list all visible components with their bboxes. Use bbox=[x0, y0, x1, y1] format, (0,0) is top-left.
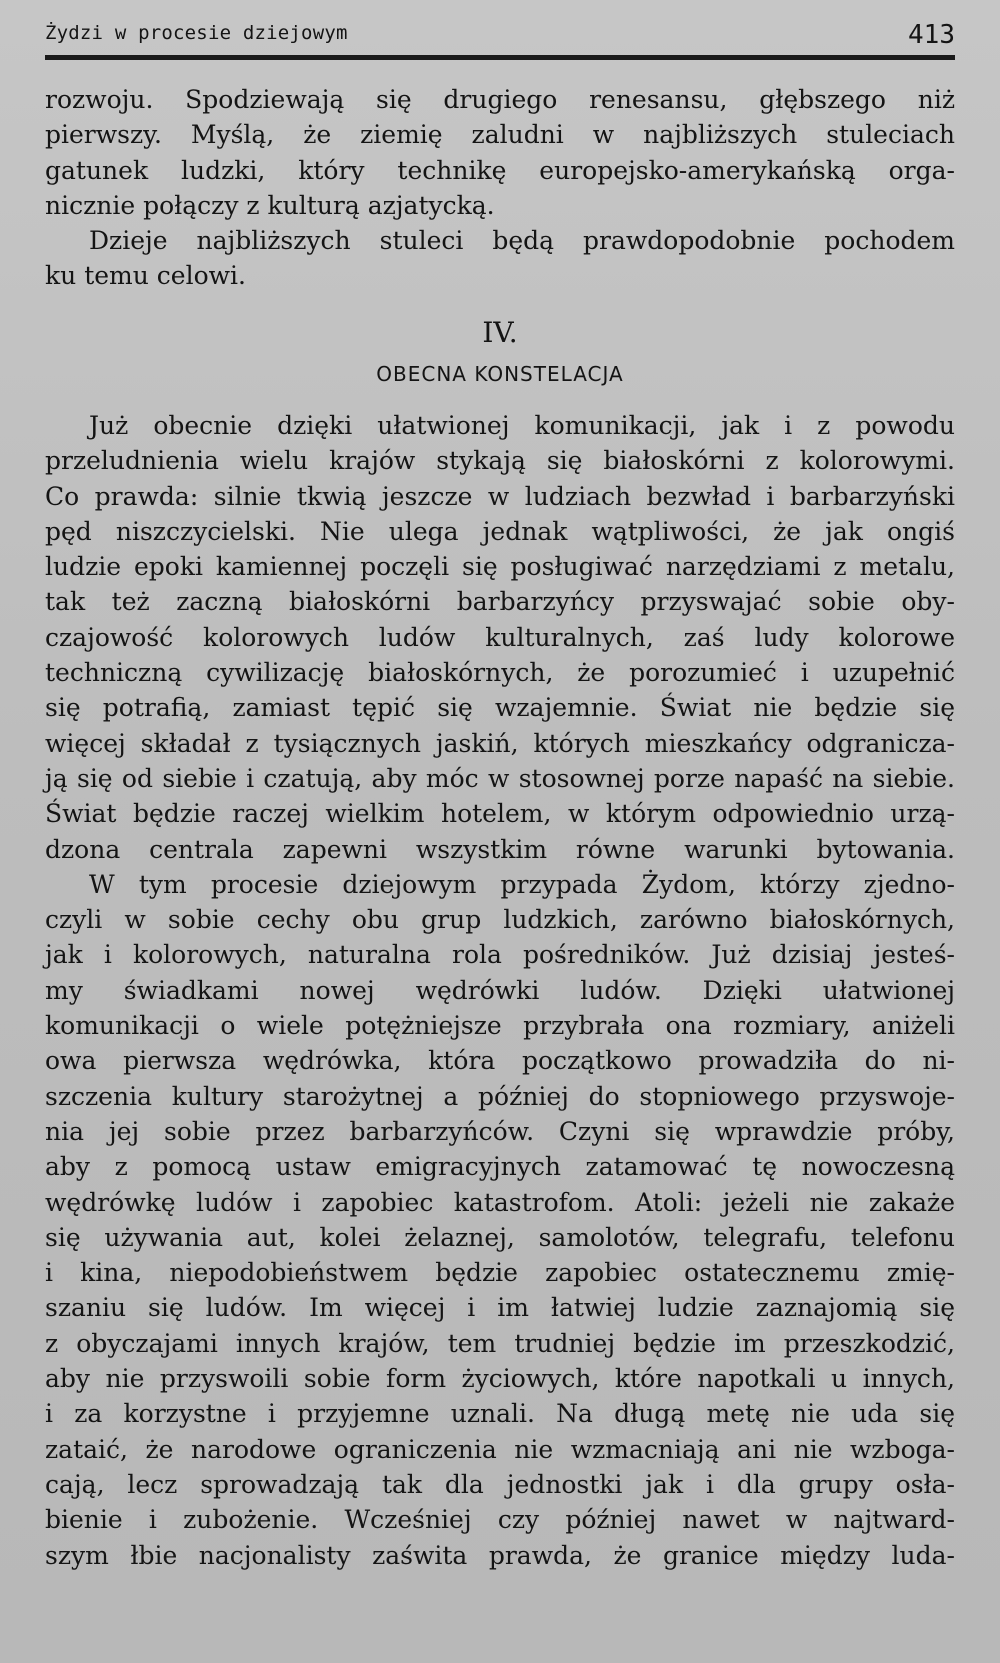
text-line: dzona centrala zapewni wszystkim równe warunki bytowania. bbox=[45, 834, 955, 864]
text-line: więcej składał z tysiącznych jaskiń, których mieszkańcy odgranicza- bbox=[45, 728, 955, 758]
text-line: W tym procesie dziejowym przypada Żydom, którzy zjedno- bbox=[89, 869, 955, 899]
text-line: się potrafią, zamiast tępić się wzajemnie. Świat nie będzie się bbox=[45, 693, 955, 723]
text-line: wędrówkę ludów i zapobiec katastrofom. Atoli: jeżeli nie zakaże bbox=[45, 1187, 955, 1217]
text-line: my świadkami nowej wędrówki ludów. Dzięki ułatwionej bbox=[45, 975, 955, 1005]
text-line: owa pierwsza wędrówka, która początkowo prowadziła do ni- bbox=[45, 1046, 955, 1076]
text-line: czyli w sobie cechy obu grup ludzkich, zarówno białoskórnych, bbox=[45, 905, 955, 935]
text-line: czajowość kolorowych ludów kulturalnych, zaś ludy kolorowe bbox=[45, 622, 955, 652]
text-line: nia jej sobie przez barbarzyńców. Czyni się wprawdzie próby, bbox=[45, 1116, 955, 1146]
body-paragraphs bbox=[45, 408, 955, 1573]
header-rule bbox=[45, 55, 955, 60]
running-head bbox=[45, 18, 955, 56]
text-line: bienie i zubożenie. Wcześniej czy później nawet w najtward- bbox=[45, 1505, 955, 1535]
text-line: Dzieje najbliższych stuleci będą prawdopodobnie pochodem bbox=[89, 226, 955, 256]
text-line: zataić, że narodowe ograniczenia nie wzmacniają ani nie wzboga- bbox=[45, 1434, 955, 1464]
text-line: Co prawda: silnie tkwią jeszcze w ludziach bezwład i barbarzyński bbox=[45, 481, 955, 511]
text-line: z obyczajami innych krajów, tem trudniej będzie im przeszkodzić, bbox=[45, 1328, 955, 1358]
text-line: cają, lecz sprowadzają tak dla jednostki jak i dla grupy osła- bbox=[45, 1469, 955, 1499]
text-line: rozwoju. Spodziewają się drugiego renesansu, głębszego niż bbox=[45, 85, 955, 114]
section-numeral: IV. bbox=[482, 316, 518, 349]
text-line: szaniu się ludów. Im więcej i im łatwiej ludzie zaznajomią się bbox=[45, 1293, 955, 1323]
text-line: komunikacji o wiele potężniejsze przybrała ona rozmiary, aniżeli bbox=[45, 1011, 955, 1041]
text-line: ją się od siebie i czatują, aby móc w stosownej porze napaść na siebie. bbox=[45, 763, 955, 793]
text-line: jak i kolorowych, naturalna rola pośredników. Już dzisiaj jesteś- bbox=[45, 940, 955, 970]
text-line: się używania aut, kolei żelaznej, samolotów, telegrafu, telefonu bbox=[45, 1222, 955, 1252]
text-line: tak też zaczną białoskórni barbarzyńcy przyswajać sobie oby- bbox=[45, 587, 955, 617]
text-line: szym łbie nacjonalisty zaświta prawda, że granice między luda- bbox=[45, 1540, 955, 1570]
text-line: aby z pomocą ustaw emigracyjnych zatamować tę nowoczesną bbox=[45, 1152, 955, 1182]
text-line: pęd niszczycielski. Nie ulega jednak wątpliwości, że jak ongiś bbox=[45, 516, 955, 546]
text-line: szczenia kultury starożytnej a później do stopniowego przyswoje- bbox=[45, 1081, 955, 1111]
text-line: nicznie połączy z kulturą azjatycką. bbox=[45, 190, 495, 220]
text-line: i kina, niepodobieństwem będzie zapobiec ostatecznemu zmię- bbox=[45, 1258, 955, 1288]
text-line: pierwszy. Myślą, że ziemię zaludni w najbliższych stuleciach bbox=[45, 120, 955, 150]
text-line: ludzie epoki kamiennej poczęli się posługiwać narzędziami z metalu, bbox=[45, 552, 955, 582]
text-line: ku temu celowi. bbox=[45, 261, 246, 291]
page-number: 413 bbox=[908, 20, 955, 50]
text-line: gatunek ludzki, który technikę europejsko-amerykańską orga- bbox=[45, 155, 955, 185]
section-title: OBECNA KONSTELACJA bbox=[376, 362, 624, 386]
text-line: aby nie przyswoili sobie form życiowych, które napotkali u innych, bbox=[45, 1364, 955, 1394]
text-line: Już obecnie dzięki ułatwionej komunikacji, jak i z powodu bbox=[89, 411, 955, 440]
intro-paragraphs bbox=[45, 82, 955, 294]
text-line: Świat będzie raczej wielkim hotelem, w którym odpowiednio urzą- bbox=[45, 799, 955, 829]
text-line: i za korzystne i przyjemne uznali. Na długą metę nie uda się bbox=[45, 1399, 955, 1429]
text-line: techniczną cywilizację białoskórnych, że porozumieć i uzupełnić bbox=[45, 658, 955, 688]
text-line: przeludnienia wielu krajów stykają się białoskórni z kolorowymi. bbox=[45, 446, 955, 476]
running-title: Żydzi w procesie dziejowym bbox=[45, 22, 348, 44]
